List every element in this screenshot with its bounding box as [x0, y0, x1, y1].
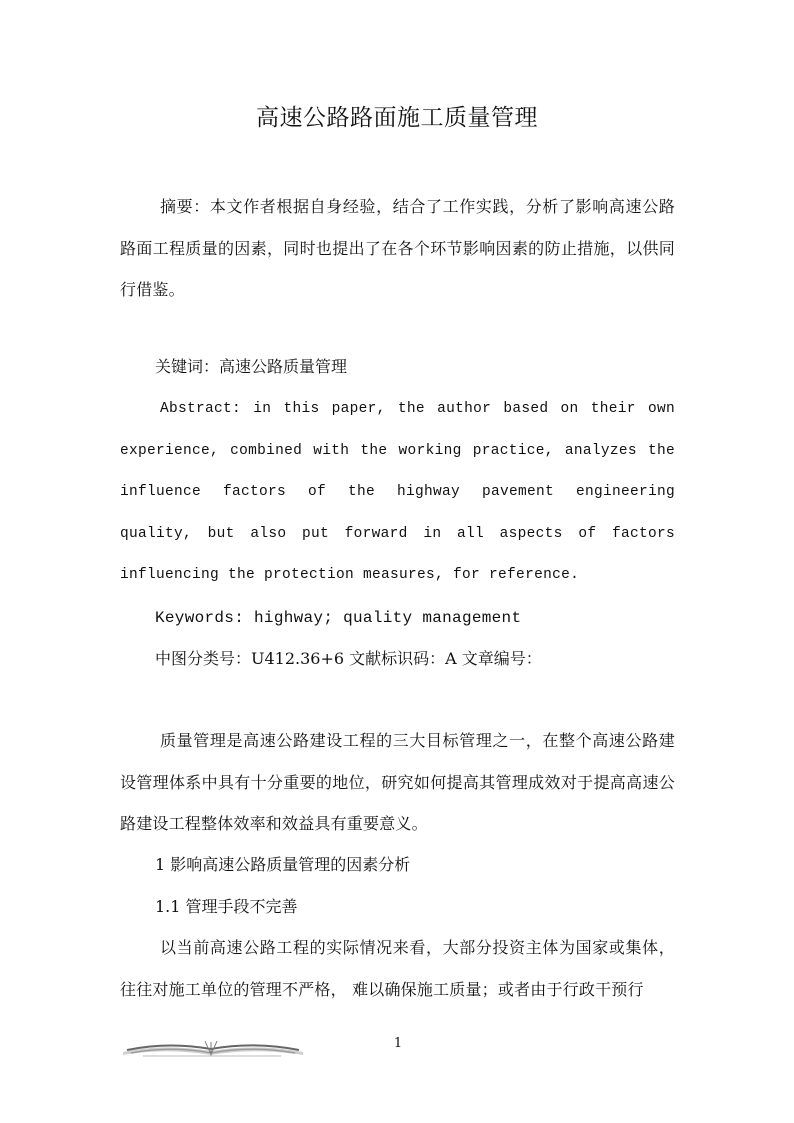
document-title: 高速公路路面施工质量管理: [256, 105, 538, 131]
page-number: 1: [393, 1036, 403, 1051]
chinese-abstract: 摘要：本文作者根据自身经验，结合了工作实践，分析了影响高速公路路面工程质量的因素，同时也提出了在各个环节影响因素的防止措施，以供同行借鉴。: [120, 197, 675, 299]
english-abstract: Abstract: in this paper, the author based on their own experience, combined with the working practice, analyzes the influence factors of the highway pavement engineering quality, but also put forward in all aspects of factors influencing the protection measures, for reference.: [120, 401, 675, 583]
chinese-keywords: 关键词：高速公路质量管理: [155, 357, 348, 376]
section-heading-1: 1 影响高速公路质量管理的因素分析: [155, 855, 411, 874]
section-heading-1-1: 1.1 管理手段不完善: [155, 897, 298, 916]
introduction-paragraph: 质量管理是高速公路建设工程的三大目标管理之一，在整个高速公路建设管理体系中具有十分重要的地位，研究如何提高其管理成效对于提高高速公路建设工程整体效率和效益具有重要意义。: [120, 731, 675, 833]
english-keywords: Keywords: highway; quality management: [155, 609, 522, 627]
classification-line: 中图分类号：U412.36+6 文献标识码：A 文章编号：: [155, 649, 542, 668]
section-1-1-paragraph: 以当前高速公路工程的实际情况来看，大部分投资主体为国家或集体，往往对施工单位的管理不严格， 难以确保施工质量；或者由于行政干预行: [120, 938, 675, 999]
book-icon: [121, 1036, 305, 1060]
